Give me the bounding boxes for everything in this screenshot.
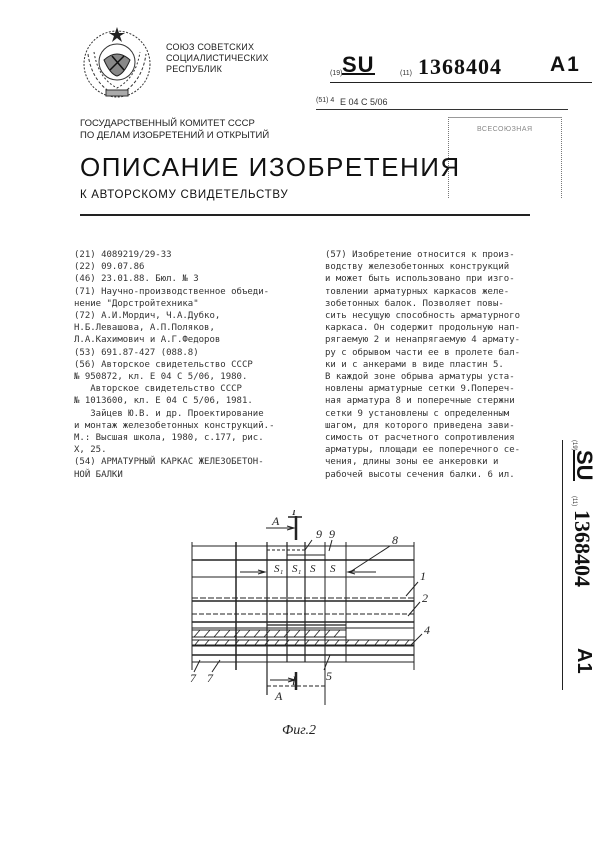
union-name bbox=[166, 42, 269, 75]
bibliography-line: Н.Б.Левашова, А.П.Поляков, bbox=[74, 323, 215, 334]
abstract-line: чения, длины зоны ее анкеровки и bbox=[325, 457, 499, 468]
abstract-line: шагом, для которого приведена зави- bbox=[325, 420, 515, 431]
leader-8 bbox=[350, 546, 390, 572]
side-country-code: SU bbox=[572, 450, 597, 481]
side-patent-number: 1368404 bbox=[570, 510, 595, 587]
abstract-line: ру с обрывом части ее в пролете бал- bbox=[325, 347, 521, 358]
abstract-line: (57) Изобретение относится к произ- bbox=[325, 250, 515, 260]
abstract-line: сетки 9 установлены с определенным bbox=[325, 408, 510, 419]
abstract-line: ки и с анкерами в виде пластин 5. bbox=[325, 359, 504, 370]
leader-1 bbox=[406, 582, 418, 596]
abstract-line: водству железобетонных конструкций bbox=[325, 262, 510, 273]
abstract-line: и может быть использовано при изго- bbox=[325, 274, 515, 285]
committee-name bbox=[80, 118, 269, 142]
library-stamp bbox=[448, 117, 562, 198]
label-1: 1 bbox=[420, 569, 426, 583]
bibliography-line: Л.А.Кахимович и А.Г.Федоров bbox=[74, 335, 221, 346]
ipc-classification bbox=[316, 97, 568, 110]
patent-number: 1368404 bbox=[418, 54, 502, 79]
figure-svg bbox=[180, 510, 480, 725]
label-5: 5 bbox=[326, 669, 332, 683]
abstract-line: рягаемую 2 и ненапрягаемую 4 армату- bbox=[325, 335, 521, 346]
technical-drawing bbox=[180, 510, 480, 725]
abstract-line: арматуры, площади ее поперечного се- bbox=[325, 445, 521, 456]
side-country-code-label: (19) bbox=[571, 440, 577, 451]
side-document-kind: A1 bbox=[573, 648, 595, 674]
bibliography-line: и монтаж железобетонных конструкций.- bbox=[74, 420, 275, 431]
abstract-line: симость от расчетного сопротивления bbox=[325, 433, 515, 444]
abstract-line: сить несущую способность арматурного bbox=[325, 311, 521, 322]
abstract-line: товлении арматурных каркасов желе- bbox=[325, 286, 510, 297]
bibliography-line: Зайцев Ю.В. и др. Проектирование bbox=[74, 408, 264, 419]
bibliography-line: НОЙ БАЛКИ bbox=[74, 469, 123, 480]
document-title: ОПИСАНИЕ ИЗОБРЕТЕНИЯ bbox=[80, 152, 461, 182]
abstract-line: зобетонных балок. Позволяет повы- bbox=[325, 298, 504, 309]
side-number-code-label: (11) bbox=[571, 496, 577, 507]
abstract-line: новлены арматурные сетки 9.Попереч- bbox=[325, 384, 515, 395]
bibliography-line: нение "Дорстройтехника" bbox=[74, 298, 199, 309]
bibliography-line: Авторское свидетельство СССР bbox=[74, 384, 242, 395]
label-8: 8 bbox=[392, 533, 398, 547]
leader-9 bbox=[305, 540, 312, 550]
abstract-line: ная арматура 8 и поперечные стержни bbox=[325, 396, 515, 407]
side-document-number bbox=[563, 440, 605, 690]
label-l: l bbox=[292, 673, 296, 688]
label-9: 9 bbox=[316, 527, 322, 541]
union-line: РЕСПУБЛИК bbox=[166, 64, 223, 74]
label-7: 7 bbox=[207, 671, 213, 685]
ipc-value: E 04 C 5/06 bbox=[340, 97, 388, 107]
abstract-line: каркаса. Он содержит продольную нап- bbox=[325, 323, 521, 334]
bibliographic-data bbox=[74, 249, 274, 481]
emblem-graphic bbox=[80, 24, 155, 102]
bibliography-line: (71) Научно-производственное объеди- bbox=[74, 286, 270, 297]
abstract-line: рабочей высоты сечения балки. 6 ил. bbox=[325, 469, 515, 480]
bibliography-line: (53) 691.87-427 (088.8) bbox=[74, 347, 199, 358]
bibliography-line: (54) АРМАТУРНЫЙ КАРКАС ЖЕЛЕЗОБЕТОН- bbox=[74, 457, 264, 468]
label-2: 2 bbox=[422, 591, 428, 605]
union-line: СОЮЗ СОВЕТСКИХ bbox=[166, 42, 255, 52]
label-s1: S₁ bbox=[292, 563, 302, 575]
bibliography-line: X, 25. bbox=[74, 445, 107, 456]
bibliography-line: (56) Авторское свидетельство СССР bbox=[74, 359, 253, 370]
country-code-label: (19) bbox=[330, 70, 343, 77]
country-code: SU bbox=[342, 52, 375, 77]
label-s: S bbox=[310, 563, 316, 575]
ipc-code-label: (51) 4 bbox=[316, 97, 335, 104]
label-s: S bbox=[330, 563, 336, 575]
bibliography-line: (72) А.И.Мордич, Ч.А.Дубко, bbox=[74, 311, 221, 322]
abstract-line: В каждой зоне обрыва арматуры уста- bbox=[325, 372, 515, 383]
bibliography-line: (46) 23.01.88. Бюл. № 3 bbox=[74, 274, 199, 285]
number-code-label: (11) bbox=[400, 70, 412, 77]
label-9: 9 bbox=[329, 527, 335, 541]
committee-line: ПО ДЕЛАМ ИЗОБРЕТЕНИЙ И ОТКРЫТИЙ bbox=[80, 130, 270, 141]
label-a-bottom: A bbox=[275, 689, 283, 703]
document-number-block bbox=[330, 52, 592, 83]
figure-caption: Фиг.2 bbox=[282, 723, 317, 738]
abstract bbox=[325, 249, 520, 481]
ussr-emblem bbox=[80, 24, 155, 102]
committee-line: ГОСУДАРСТВЕННЫЙ КОМИТЕТ СССР bbox=[80, 118, 255, 129]
bibliography-line: (21) 4089219/29-33 bbox=[74, 250, 172, 260]
bibliography-line: № 1013600, кл. E 04 C 5/06, 1981. bbox=[74, 396, 253, 407]
label-section-i: I bbox=[292, 510, 296, 518]
bibliography-line: № 950872, кл. E 04 C 5/06, 1980. bbox=[74, 372, 248, 383]
stamp-text: ВСЕСОЮЗНАЯ bbox=[477, 126, 533, 133]
title-divider bbox=[80, 214, 530, 216]
document-kind: A1 bbox=[550, 53, 581, 76]
label-s1: S₁ bbox=[274, 563, 284, 575]
label-4: 4 bbox=[424, 623, 430, 637]
label-a-top: A bbox=[272, 514, 280, 528]
bibliography-line: М.: Высшая школа, 1980, с.177, рис. bbox=[74, 433, 264, 444]
label-7: 7 bbox=[190, 671, 196, 685]
union-line: СОЦИАЛИСТИЧЕСКИХ bbox=[166, 53, 269, 63]
bibliography-line: (22) 09.07.86 bbox=[74, 262, 145, 273]
document-subtitle: К АВТОРСКОМУ СВИДЕТЕЛЬСТВУ bbox=[80, 189, 289, 201]
